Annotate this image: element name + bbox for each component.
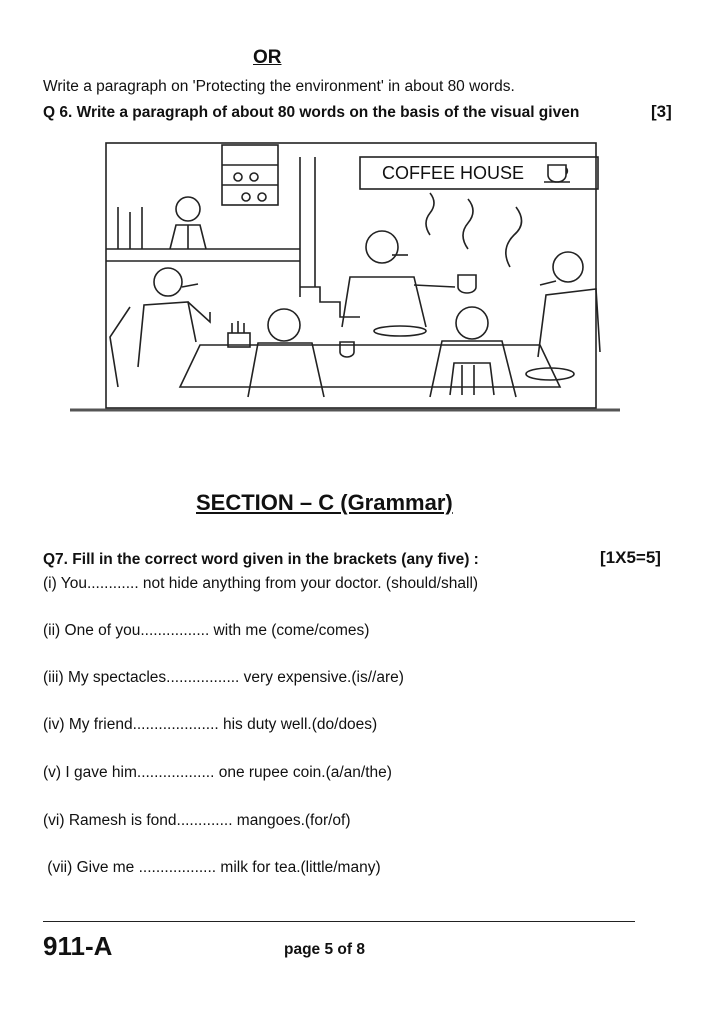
seated-man-figure <box>268 309 300 341</box>
waiter-figure <box>176 197 200 221</box>
q7-item-iii: (iii) My spectacles................. very expensive.(is//are) <box>43 669 404 686</box>
footer-divider <box>43 921 635 922</box>
man-center-figure <box>366 231 398 263</box>
q7-item-v: (v) I gave him.................. one rupee coin.(a/an/the) <box>43 764 392 781</box>
section-c-title: SECTION – C (Grammar) <box>196 490 453 515</box>
man-right-figure <box>553 252 583 282</box>
environment-paragraph-question: Write a paragraph on 'Protecting the environment' in about 80 words. <box>43 78 515 95</box>
q7-item-vii: (vii) Give me .................. milk for tea.(little/many) <box>43 859 381 876</box>
coffee-cup-icon <box>548 165 566 182</box>
q7-marks: [1X5=5] <box>600 548 661 567</box>
page-number: page 5 of 8 <box>284 941 365 958</box>
q7-item-iv: (iv) My friend.................... his duty well.(do/does) <box>43 716 378 733</box>
cafe-table <box>180 345 560 387</box>
q7-item-ii: (ii) One of you................ with me (come/comes) <box>43 622 370 639</box>
or-heading: OR <box>253 47 282 68</box>
q6-marks: [3] <box>651 102 672 121</box>
seated-man-right-figure <box>456 307 488 339</box>
q7-item-vi: (vi) Ramesh is fond............. mangoes.(for/of) <box>43 812 351 829</box>
q6-question: Q 6. Write a paragraph of about 80 words on the basis of the visual given <box>43 104 580 121</box>
man-left-figure <box>154 268 182 296</box>
paper-code: 911-A <box>43 931 113 961</box>
q7-item-i: (i) You............ not hide anything from your doctor. (should/shall) <box>43 575 479 592</box>
q7-instruction: Q7. Fill in the correct word given in the brackets (any five) : <box>43 551 479 568</box>
coffee-house-sign-text: COFFEE HOUSE <box>382 163 525 183</box>
coffee-house-illustration <box>70 137 620 417</box>
